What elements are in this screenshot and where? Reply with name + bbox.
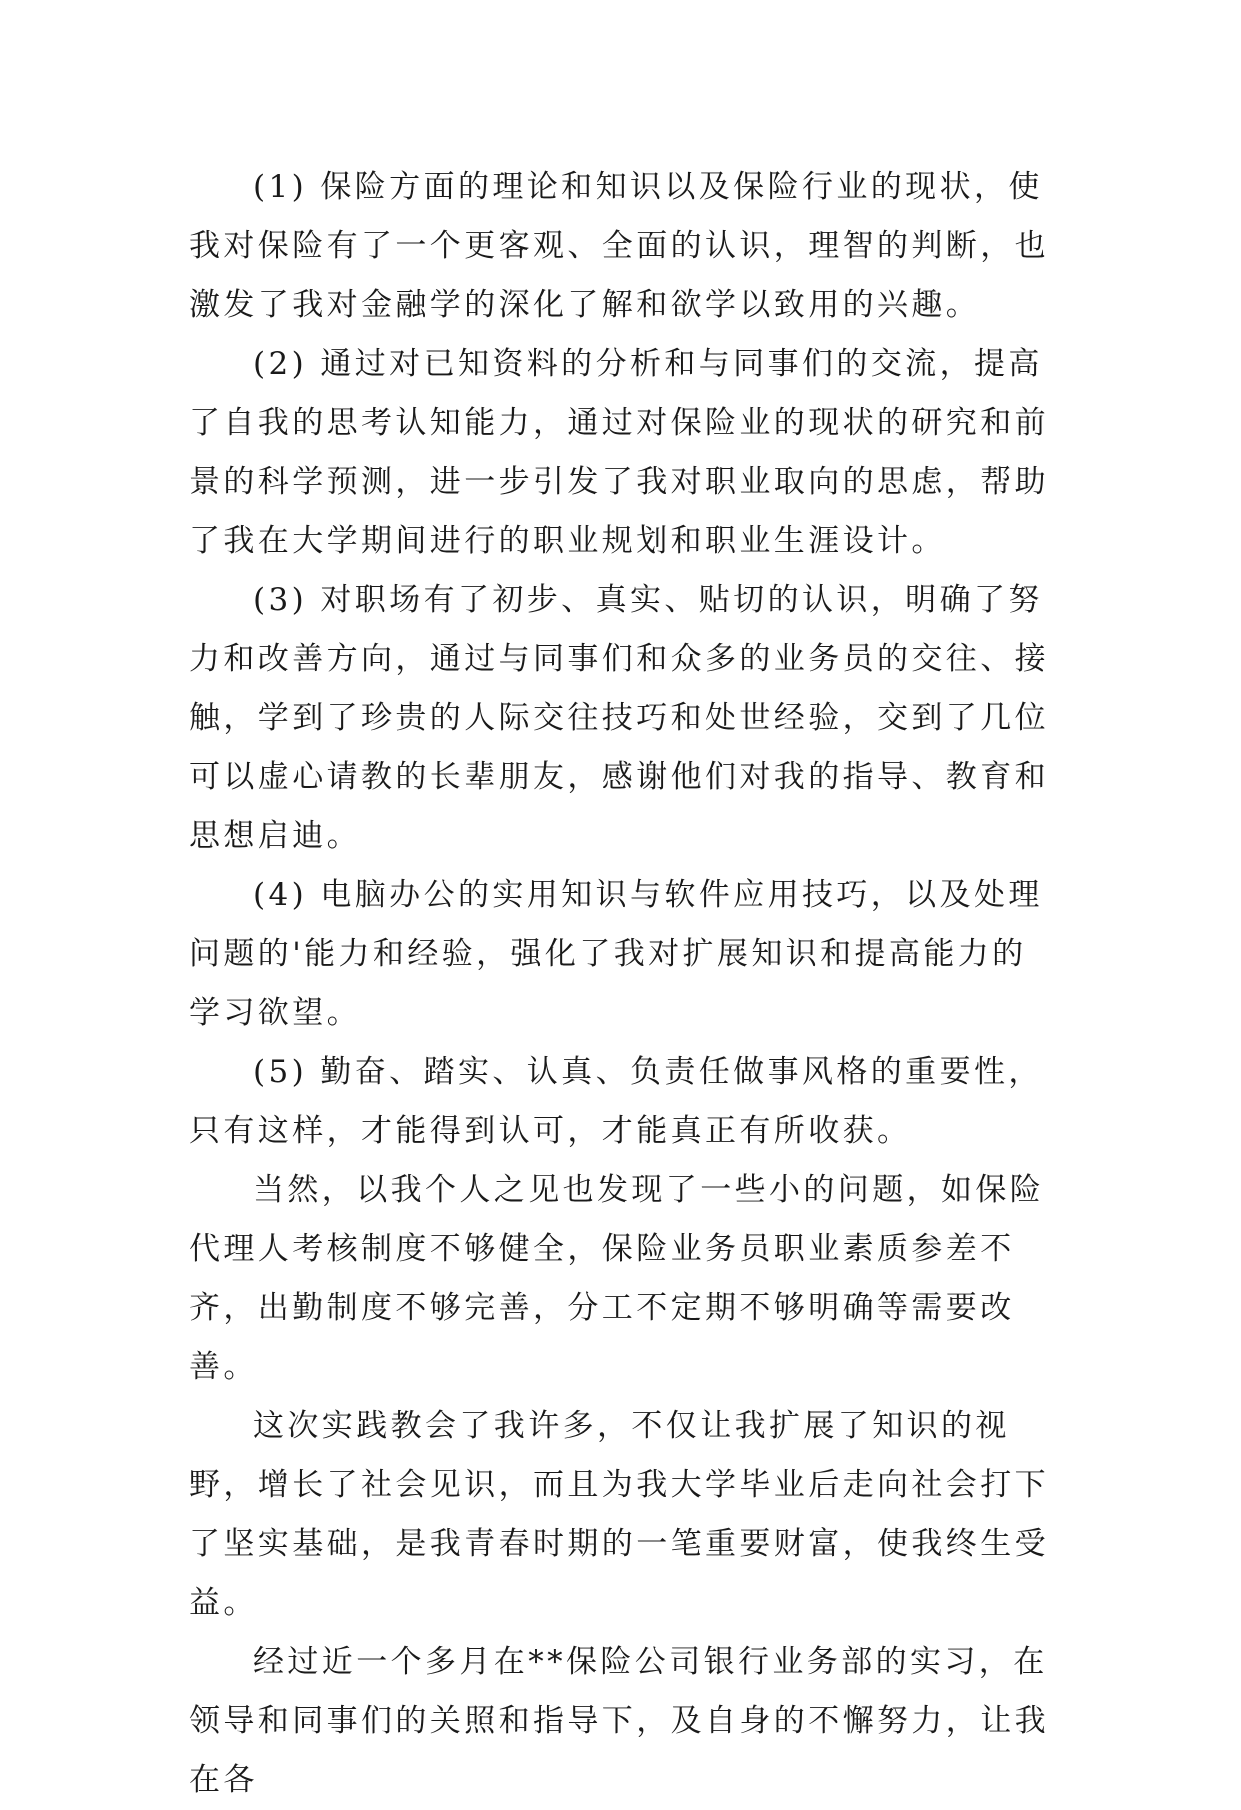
paragraph-1: (1) 保险方面的理论和知识以及保险行业的现状，使我对保险有了一个更客观、全面的认识，理智的判断，也激发了我对金融学的深化了解和欲学以致用的兴趣。 (189, 169, 1049, 323)
paragraph-7: 这次实践教会了我许多，不仅让我扩展了知识的视野，增长了社会见识，而且为我大学毕业后走向社会打下了坚实基础，是我青春时期的一笔重要财富，使我终生受益。 (189, 1408, 1049, 1621)
document-body (189, 158, 1059, 1810)
paragraph-8: 经过近一个多月在**保险公司银行业务部的实习，在领导和同事们的关照和指导下，及自身的不懈努力，让我在各 (189, 1644, 1049, 1798)
paragraph-4: (4) 电脑办公的实用知识与软件应用技巧，以及处理问题的'能力和经验，强化了我对扩展知识和提高能力的学习欲望。 (189, 877, 1043, 1031)
paragraph-5: (5) 勤奋、踏实、认真、负责任做事风格的重要性，只有这样，才能得到认可，才能真正有所收获。 (189, 1054, 1043, 1149)
paragraph-3: (3) 对职场有了初步、真实、贴切的认识，明确了努力和改善方向，通过与同事们和众多的业务员的交往、接触，学到了珍贵的人际交往技巧和处世经验，交到了几位可以虚心请教的长辈朋友，感谢他们对我的指导、教育和思想启迪。 (189, 582, 1049, 854)
paragraph-6: 当然，以我个人之见也发现了一些小的问题，如保险代理人考核制度不够健全，保险业务员职业素质参差不齐，出勤制度不够完善，分工不定期不够明确等需要改善。 (189, 1172, 1045, 1385)
paragraph-2: (2) 通过对已知资料的分析和与同事们的交流，提高了自我的思考认知能力，通过对保险业的现状的研究和前景的科学预测，进一步引发了我对职业取向的思虑，帮助了我在大学期间进行的职业规划和职业生涯设计。 (189, 346, 1049, 559)
